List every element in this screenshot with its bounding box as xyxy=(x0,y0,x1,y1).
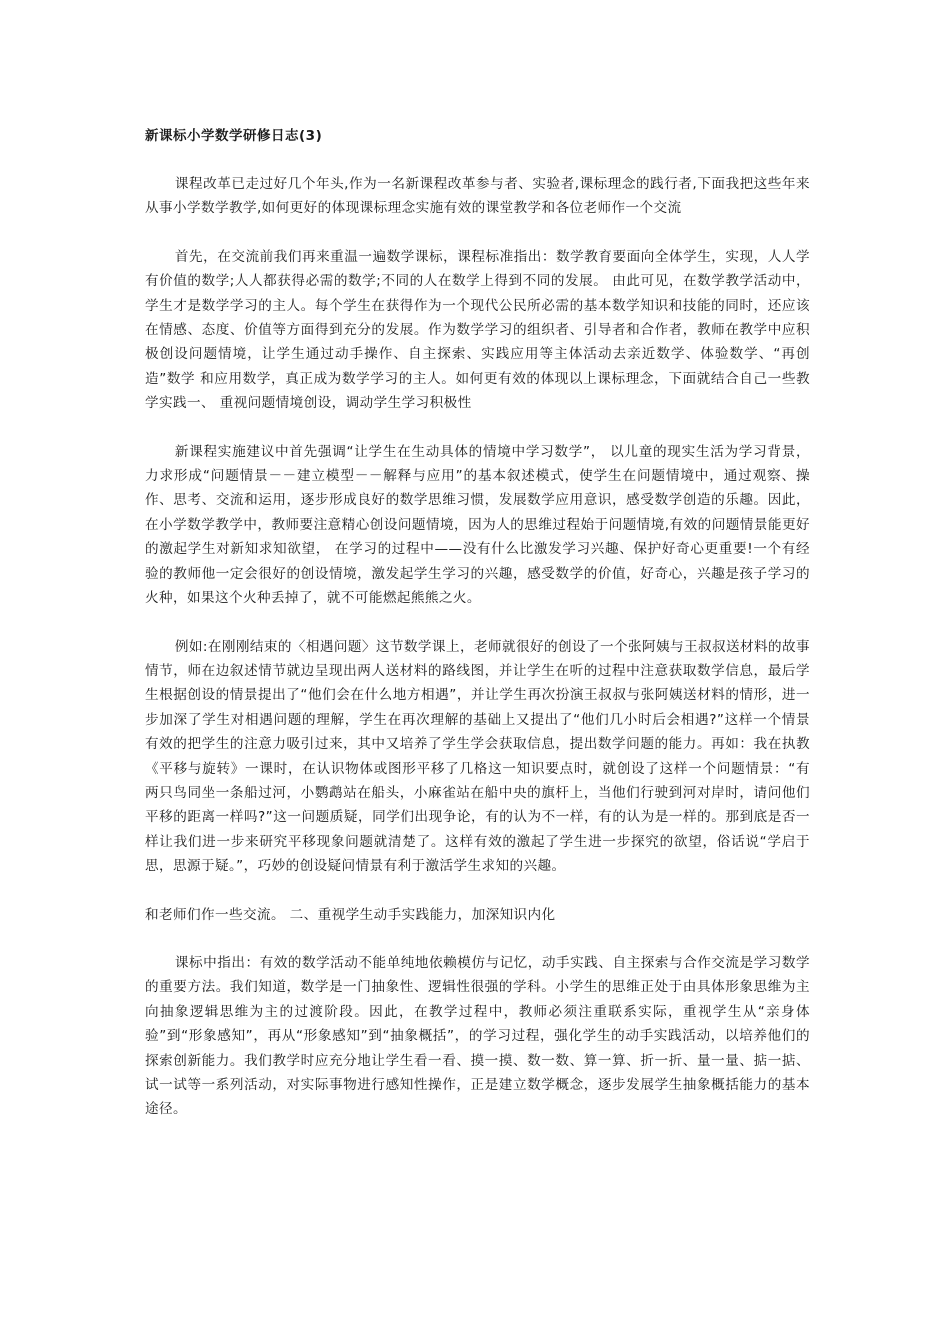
paragraph-example: 例如:在刚刚结束的〈相遇问题〉这节数学课上，老师就很好的创设了一个张阿姨与王叔叔送材料的故事情节，师在边叙述情节就边呈现出两人送材料的路线图，并让学生在听的过程中注意获取数学信息，最后学生根据创设的情景提出了“他们会在什么地方相遇”，并让学生再次扮演王叔叔与张阿姨送材料的情形，进一步加深了学生对相遇问题的理解，学生在再次理解的基础上又提出了“他们几小时后会相遇?”这样一个情景有效的把学生的注意力吸引过来，其中又培养了学生学会获取信息，提出数学问题的能力。再如：我在执教《平移与旋转》一课时，在认识物体或图形平移了几格这一知识要点时，就创设了这样一个问题情景：“有两只鸟同坐一条船过河，小鹦鹉站在船头，小麻雀站在船中央的旗杆上，当他们行驶到河对岸时，请问他们平移的距离一样吗?”这一问题质疑，同学们出现争论，有的认为不一样，有的认为是一样的。那到底是否一样让我们进一步来研究平移现象问题就清楚了。这样有效的激起了学生进一步探究的欲望，俗话说“学启于思，思源于疑。”，巧妙的创设疑问情景有利于激活学生求知的兴趣。 xyxy=(145,638,810,875)
document-title: 新课标小学数学研修日志(3) xyxy=(145,128,323,144)
paragraph-problem-situation: 新课程实施建议中首先强调“让学生在生动具体的情境中学习数学”， 以儿童的现实生活为学习背景，力求形成“问题情景－－建立模型－－解释与应用”的基本叙述模式，使学生在问题情境中，通过观察、操作、思考、交流和运用，逐步形成良好的数学思维习惯，发展数学应用意识，感受数学创造的乐趣。因此，在小学数学教学中，教师要注意精心创设问题情境，因为人的思维过程始于问题情境,有效的问题情景能更好的激起学生对新知求知欲望， 在学习的过程中——没有什么比激发学习兴趣、保护好奇心更重要!一个有经验的教师他一定会很好的创设情境，激发起学生学习的兴趣，感受数学的价值，好奇心，兴趣是孩子学习的火种，如果这个火种丢掉了，就不可能燃起熊熊之火。 xyxy=(145,443,810,607)
paragraph-curriculum-standards: 首先，在交流前我们再来重温一遍数学课标，课程标准指出：数学教育要面向全体学生，实现，人人学有价值的数学;人人都获得必需的数学;不同的人在数学上得到不同的发展。 由此可见，在数学教学活动中，学生才是数学学习的主人。每个学生在获得作为一个现代公民所必需的基本数学知识和技能的同时，还应该在情感、态度、价值等方面得到充分的发展。作为数学学习的组织者、引导者和合作者，教师在教学中应积极创设问题情境，让学生通过动手操作、自主探索、实践应用等主体活动去亲近数学、体验数学、“再创造”数学 和应用数学，真正成为数学学习的主人。如何更有效的体现以上课标理念，下面就结合自己一些教学实践一、 重视问题情境创设，调动学生学习积极性 xyxy=(145,248,810,412)
paragraph-hands-on-practice: 课标中指出：有效的数学活动不能单纯地依赖模仿与记忆，动手实践、自主探索与合作交流是学习数学的重要方法。我们知道，数学是一门抽象性、逻辑性很强的学科。小学生的思维正处于由具体形象思维为主向抽象逻辑思维为主的过渡阶段。因此，在教学过程中，教师必须注重联系实际，重视学生从“亲身体验”到“形象感知”，再从“形象感知”到“抽象概括”，的学习过程，强化学生的动手实践活动，以培养他们的探索创新能力。我们教学时应充分地让学生看一看、摸一摸、数一数、算一算、折一折、量一量、掂一掂、试一试等一系列活动，对实际事物进行感知性操作，正是建立数学概念，逐步发展学生抽象概括能力的基本途径。 xyxy=(145,954,810,1118)
paragraph-intro: 课程改革已走过好几个年头,作为一名新课程改革参与者、实验者,课标理念的践行者,下面我把这些年来从事小学数学教学,如何更好的体现课标理念实施有效的课堂教学和各位老师作一个交流 xyxy=(145,176,810,217)
document-page xyxy=(145,124,810,1146)
paragraph-section-two-heading: 和老师们作一些交流。 二、重视学生动手实践能力，加深知识内化 xyxy=(145,906,556,923)
